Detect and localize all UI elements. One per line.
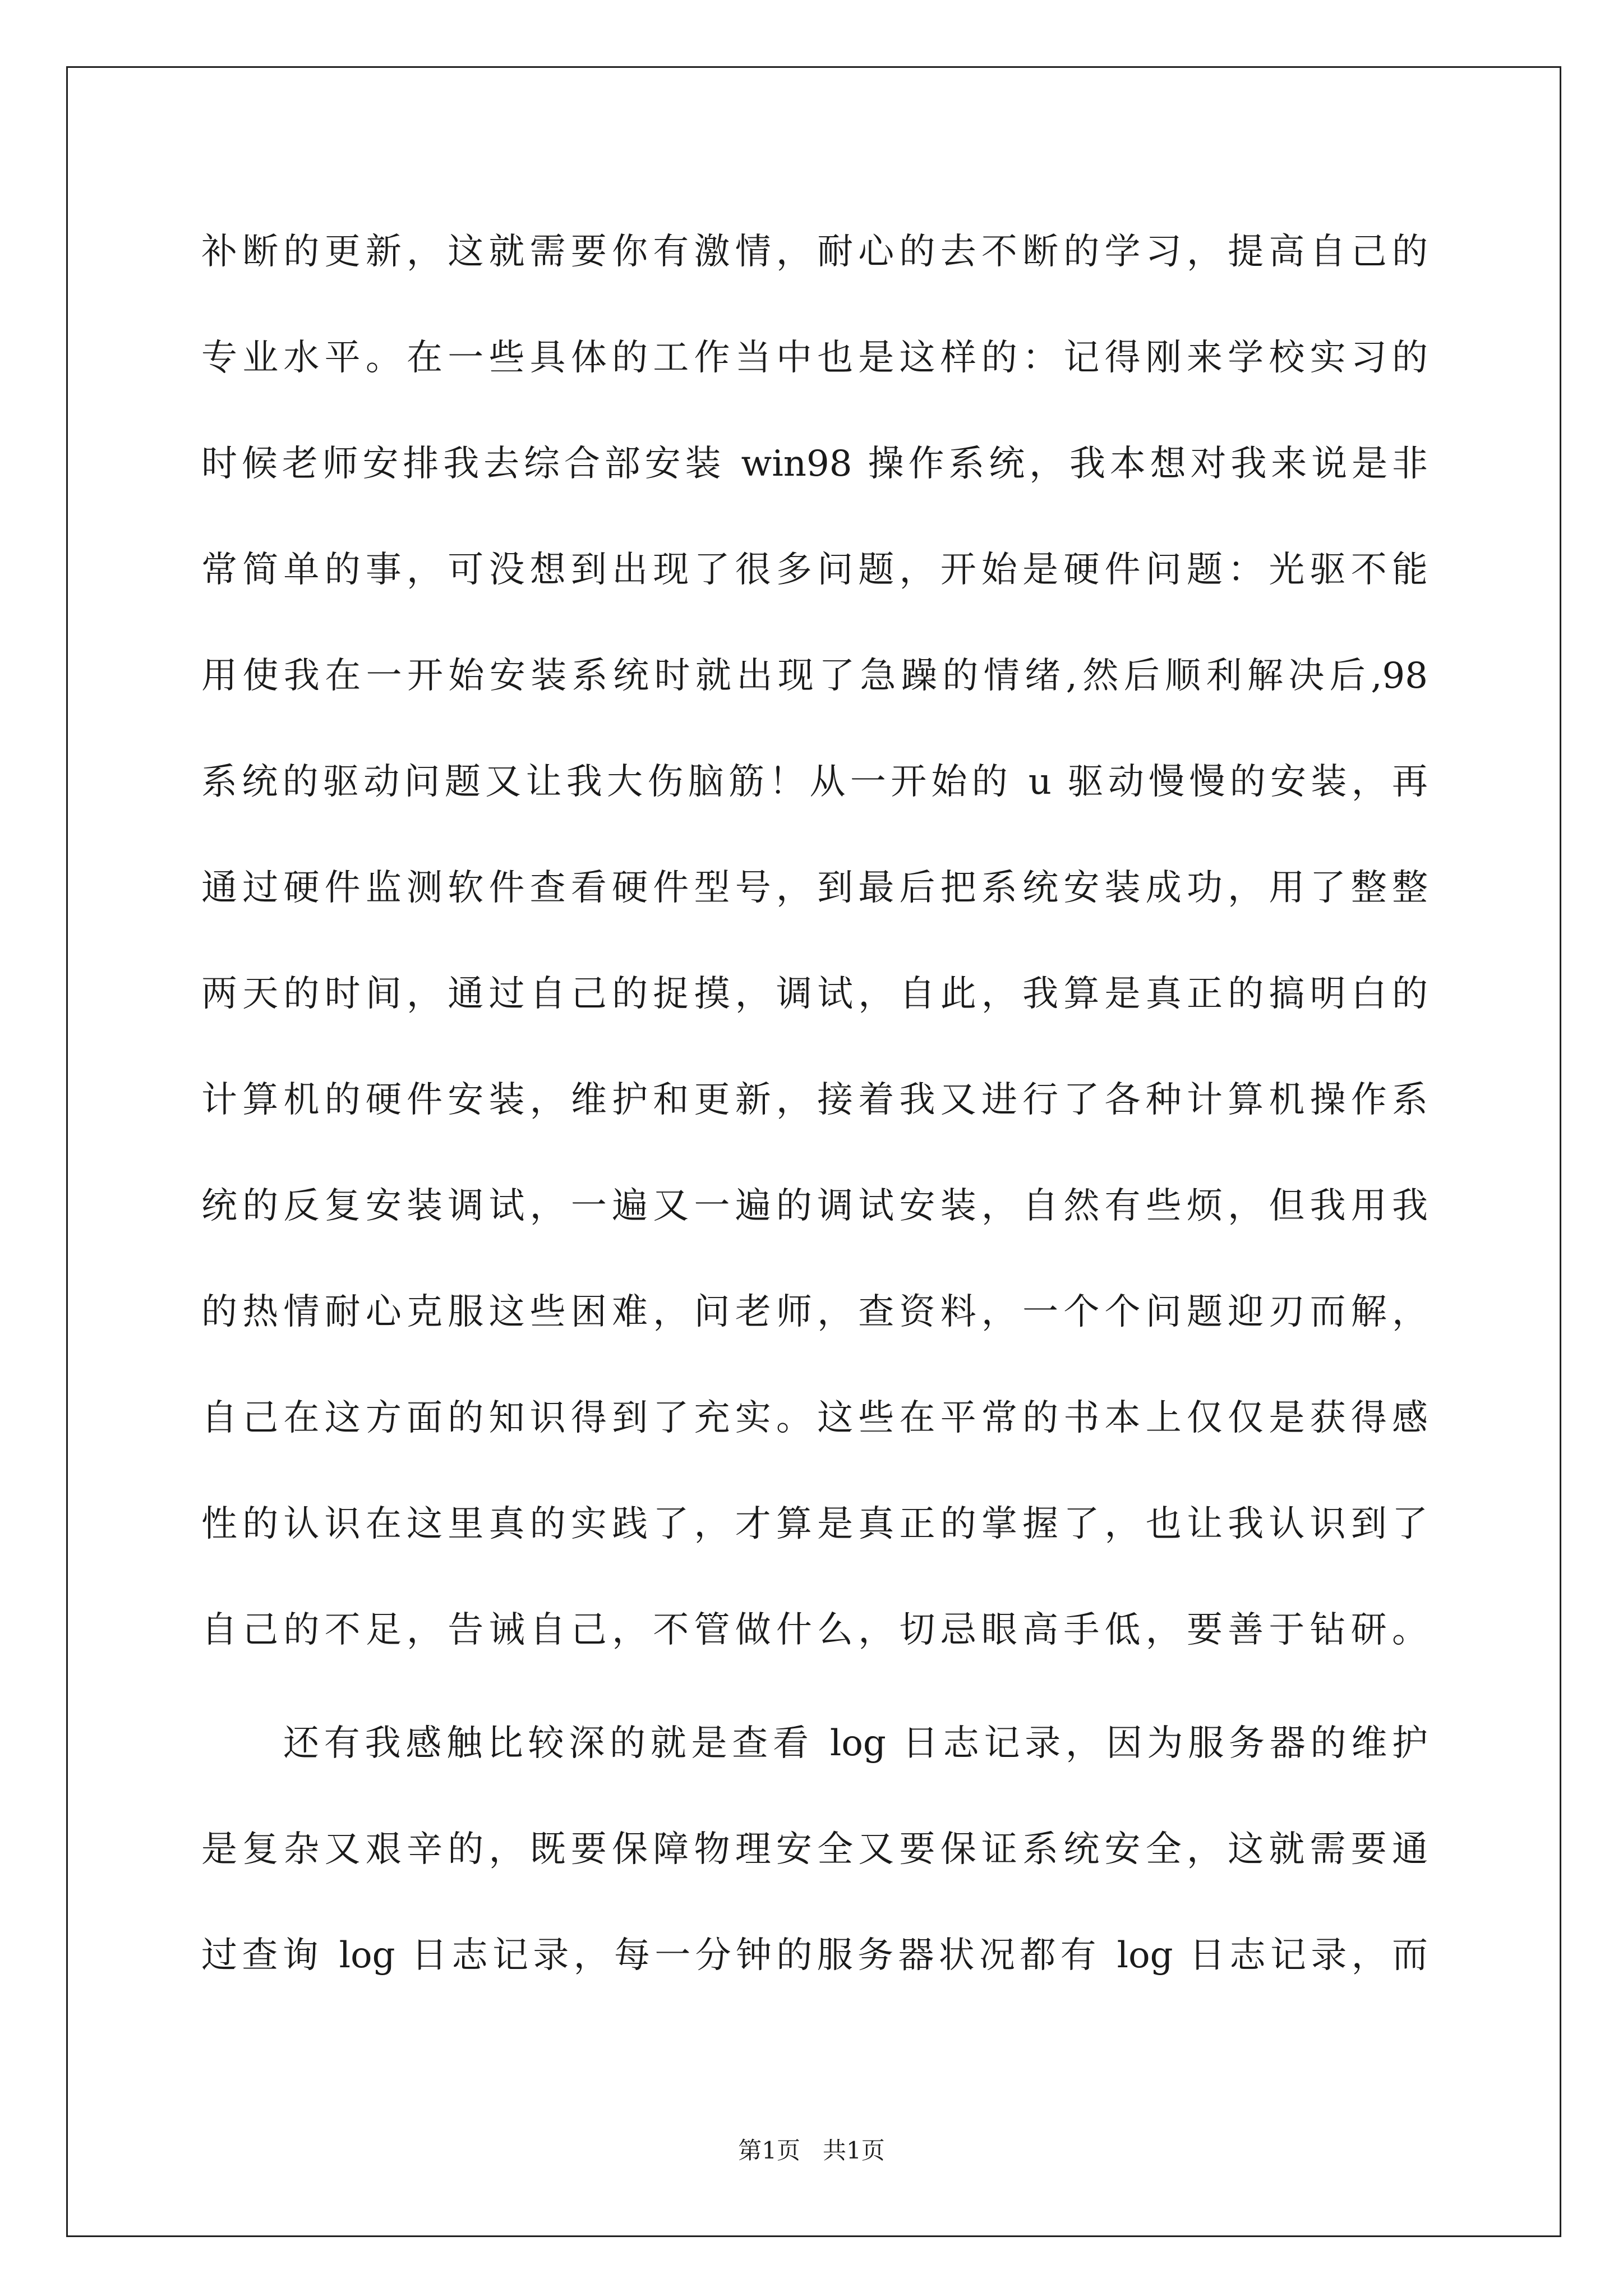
text-line: 计算机的硬件安装，维护和更新，接着我又进行了各种计算机操作系 — [201, 1079, 1428, 1121]
text-line: 专业水平。在一些具体的工作当中也是这样的：记得刚来学校实习的 — [201, 337, 1428, 379]
text-line: 用使我在一开始安装系统时就出现了急躁的情绪,然后顺利解决后,98 — [201, 655, 1428, 697]
text-line: 常简单的事，可没想到出现了很多问题，开始是硬件问题：光驱不能 — [201, 549, 1428, 591]
text-line: 过查询 log 日志记录，每一分钟的服务器状况都有 log 日志记录，而 — [201, 1935, 1428, 1976]
text-line: 自己在这方面的知识得到了充实。这些在平常的书本上仅仅是获得感 — [201, 1397, 1428, 1439]
text-line: 两天的时间，通过自己的捉摸，调试，自此，我算是真正的搞明白的 — [201, 973, 1428, 1015]
page-total: 共1页 — [823, 2137, 885, 2164]
page-number: 第1页 — [738, 2137, 800, 2164]
text-line: 的热情耐心克服这些困难，问老师，查资料，一个个问题迎刃而解， — [201, 1291, 1428, 1333]
text-line: 统的反复安装调试，一遍又一遍的调试安装，自然有些烦，但我用我 — [201, 1185, 1428, 1227]
text-line: 系统的驱动问题又让我大伤脑筋！从一开始的 u 驱动慢慢的安装，再 — [201, 761, 1428, 803]
body-text — [201, 199, 1428, 2009]
paragraph — [201, 199, 1428, 1683]
text-line: 时候老师安排我去综合部安装 win98 操作系统，我本想对我来说是非 — [201, 443, 1428, 485]
text-line: 通过硬件监测软件查看硬件型号，到最后把系统安装成功，用了整整 — [201, 867, 1428, 909]
text-line: 补断的更新，这就需要你有激情，耐心的去不断的学习，提高自己的 — [201, 231, 1428, 273]
page-footer — [0, 2135, 1623, 2166]
text-line: 自己的不足，告诫自己，不管做什么，切忌眼高手低，要善于钻研。 — [201, 1609, 1428, 1651]
paragraph — [201, 1691, 1428, 2009]
text-line: 是复杂又艰辛的，既要保障物理安全又要保证系统安全，这就需要通 — [201, 1829, 1428, 1870]
text-line: 还有我感触比较深的就是查看 log 日志记录，因为服务器的维护 — [283, 1723, 1428, 1764]
text-line: 性的认识在这里真的实践了，才算是真正的掌握了，也让我认识到了 — [201, 1503, 1428, 1545]
